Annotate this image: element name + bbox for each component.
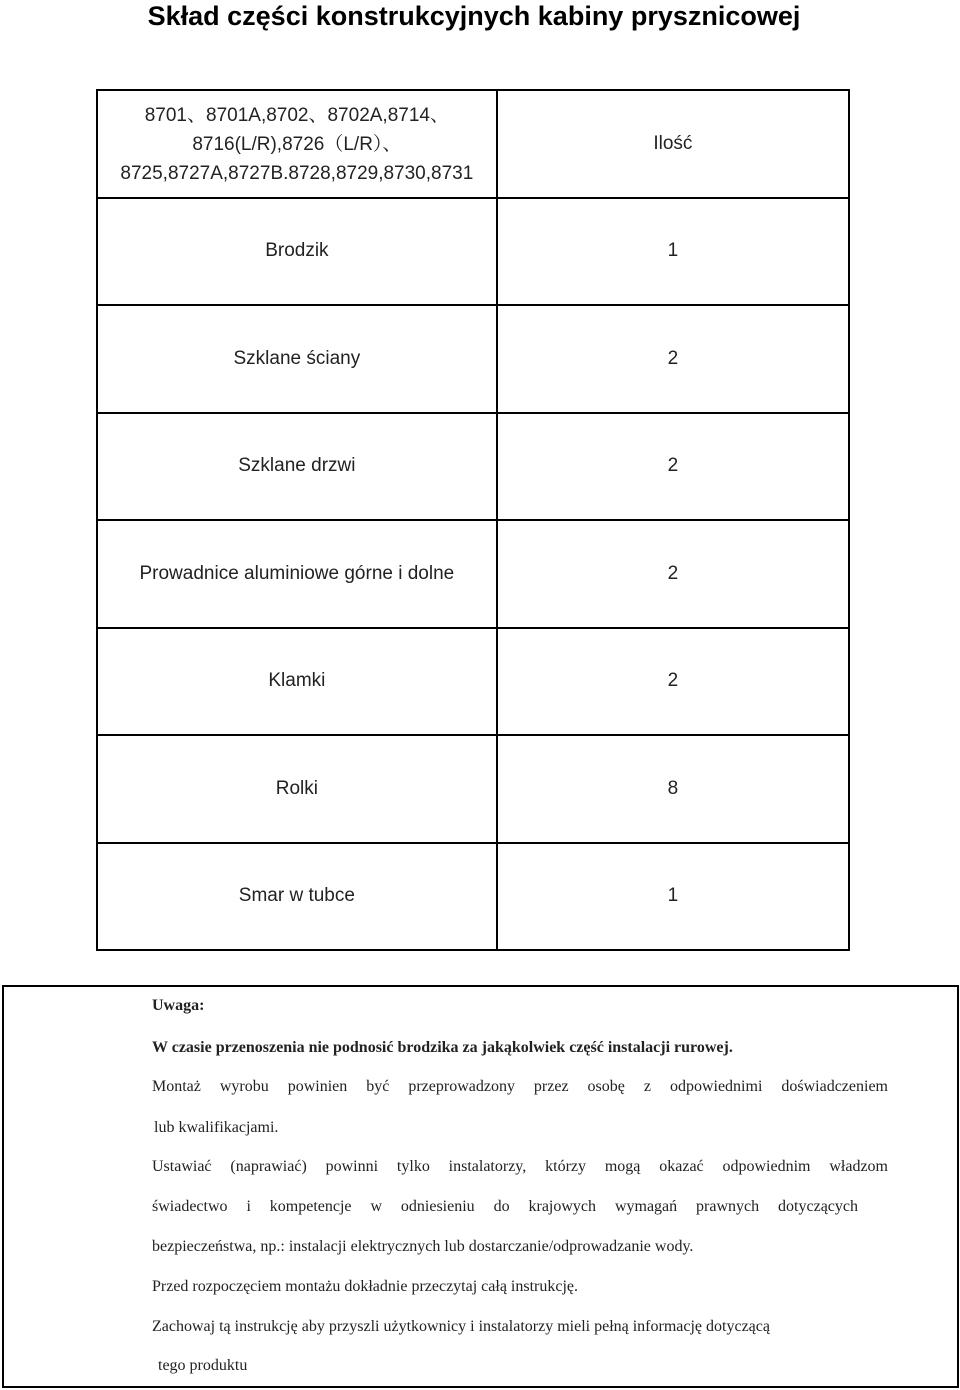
table-row xyxy=(97,305,849,413)
part-name: Brodzik xyxy=(97,198,497,306)
header-models-line: 8701、8701A,8702、8702A,8714、 xyxy=(144,105,449,127)
part-qty: 1 xyxy=(497,198,849,306)
page-title: Skład części konstrukcyjnych kabiny prysznicowej xyxy=(147,1,801,31)
notice-line: tego produktu xyxy=(158,1357,248,1374)
notice-line: Przed rozpoczęciem montażu dokładnie przeczytaj całą instrukcję. xyxy=(152,1278,579,1295)
part-qty: 2 xyxy=(497,520,849,628)
notice-line: Montaż wyrobu powinien być przeprowadzony przez osobę z odpowiednimi doświadczeniem xyxy=(152,1078,888,1095)
part-name: Prowadnice aluminiowe górne i dolne xyxy=(97,520,497,628)
part-qty: 1 xyxy=(497,843,849,951)
part-qty: 2 xyxy=(497,628,849,736)
table-header-row xyxy=(97,90,849,198)
notice-line: lub kwalifikacjami. xyxy=(154,1119,279,1136)
parts-table xyxy=(96,89,850,951)
notice-line: Ustawiać (naprawiać) powinni tylko instalatorzy, którzy mogą okazać odpowiednim władzom xyxy=(152,1158,888,1175)
notice-line: Zachowaj tą instrukcję aby przyszli użytkownicy i instalatorzy mieli pełną informację dotyczącą xyxy=(152,1318,770,1335)
table-row xyxy=(97,520,849,628)
table-row xyxy=(97,735,849,843)
header-models-line: 8725,8727A,8727B.8728,8729,8730,8731 xyxy=(120,163,474,185)
table-row xyxy=(97,413,849,521)
notice-heading: Uwaga: xyxy=(152,997,205,1014)
notice-line: bezpieczeństwa, np.: instalacji elektrycznych lub dostarczanie/odprowadzanie wody. xyxy=(152,1238,694,1255)
notice-line: świadectwo i kompetencje w odniesieniu do krajowych wymagań prawnych dotyczących xyxy=(152,1198,858,1215)
header-qty-cell: Ilość xyxy=(497,90,849,198)
table-row xyxy=(97,628,849,736)
part-name: Smar w tubce xyxy=(97,843,497,951)
notice-line: W czasie przenoszenia nie podnosić brodzika za jakąkolwiek część instalacji rurowej. xyxy=(152,1039,733,1056)
header-models-cell xyxy=(97,90,497,198)
table-row xyxy=(97,843,849,951)
part-name: Szklane ściany xyxy=(97,305,497,413)
header-models-line: 8716(L/R),8726（L/R）、 xyxy=(192,134,402,156)
part-qty: 2 xyxy=(497,413,849,521)
part-name: Rolki xyxy=(97,735,497,843)
notice-box xyxy=(2,985,959,1388)
part-name: Szklane drzwi xyxy=(97,413,497,521)
part-name: Klamki xyxy=(97,628,497,736)
table-row xyxy=(97,198,849,306)
part-qty: 2 xyxy=(497,305,849,413)
part-qty: 8 xyxy=(497,735,849,843)
